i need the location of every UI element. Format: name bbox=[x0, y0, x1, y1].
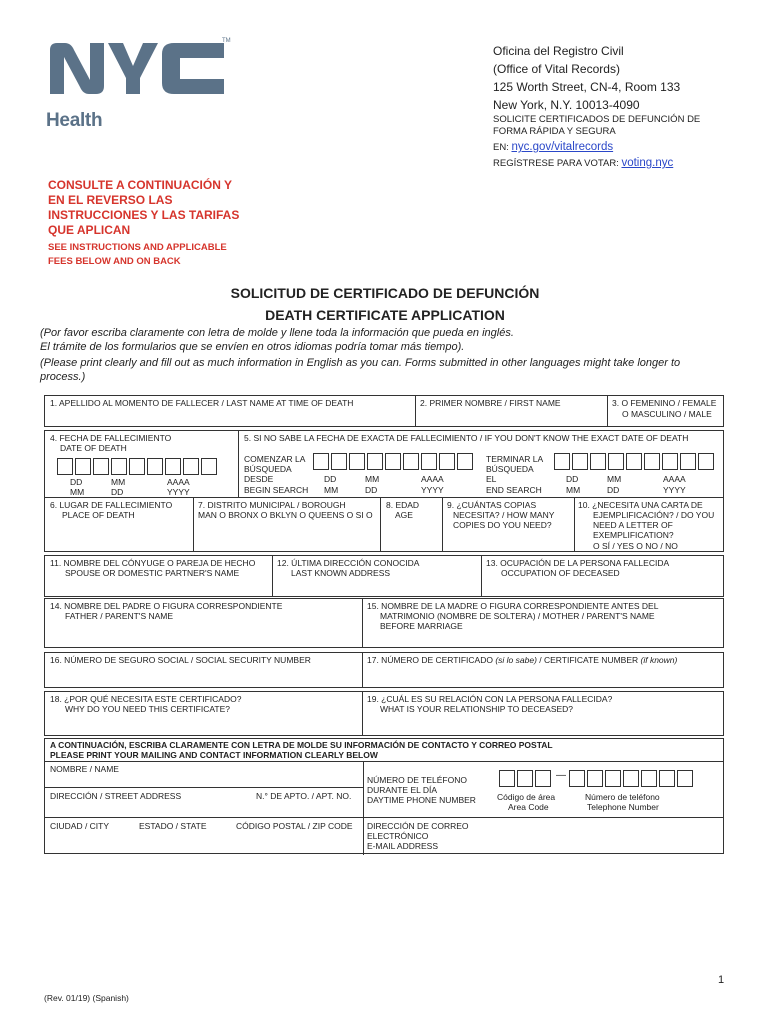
office-line: Oficina del Registro Civil bbox=[493, 44, 624, 58]
date-of-death-boxes[interactable] bbox=[57, 458, 219, 475]
logo-subtitle: Health bbox=[46, 110, 103, 131]
field-borough[interactable] bbox=[193, 497, 381, 552]
field-label: DESDE bbox=[244, 474, 274, 484]
dd-label: DD bbox=[70, 477, 83, 487]
field-label: 15. NOMBRE DE LA MADRE O FIGURA CORRESPONDIENTE ANTES DEL bbox=[367, 601, 659, 611]
field-label: WHAT IS YOUR RELATIONSHIP TO DECEASED? bbox=[380, 704, 574, 714]
area-code-label: Código de área bbox=[497, 792, 556, 802]
intro-line: process.) bbox=[40, 370, 86, 383]
page-title-en: DEATH CERTIFICATE APPLICATION bbox=[265, 307, 505, 323]
page-number: 1 bbox=[718, 974, 725, 986]
field-certificate-number[interactable] bbox=[362, 652, 724, 688]
mm-label: MM bbox=[70, 487, 85, 497]
sex-male-option[interactable]: O MASCULINO / MALE bbox=[622, 409, 712, 419]
field-date-of-death[interactable] bbox=[44, 430, 239, 498]
street-address-input[interactable] bbox=[50, 802, 360, 816]
field-label: NECESITA? / HOW MANY bbox=[453, 510, 555, 520]
field-occupation[interactable] bbox=[481, 555, 724, 597]
telephone-boxes[interactable] bbox=[569, 770, 695, 787]
aaaa-label: AAAA bbox=[167, 477, 190, 487]
mm-label: MM bbox=[566, 485, 581, 495]
field-label: OCCUPATION OF DECEASED bbox=[501, 568, 620, 578]
page-title-es: SOLICITUD DE CERTIFICADO DE DEFUNCIÓN bbox=[230, 285, 540, 301]
apt-label: N.° DE APTO. / APT. NO. bbox=[256, 791, 352, 801]
field-label: 6. LUGAR DE FALLECIMIENTO bbox=[50, 500, 173, 510]
field-last-address[interactable] bbox=[272, 555, 482, 597]
email-input[interactable] bbox=[480, 822, 720, 850]
contact-heading: PLEASE PRINT YOUR MAILING AND CONTACT INFORMATION CLEARLY BELOW bbox=[50, 750, 378, 760]
field-label: 13. OCUPACIÓN DE LA PERSONA FALLECIDA bbox=[486, 558, 670, 568]
field-label: 11. NOMBRE DEL CÓNYUGE O PAREJA DE HECHO bbox=[50, 558, 256, 568]
field-label: END SEARCH bbox=[486, 485, 542, 495]
field-label: 14. NOMBRE DEL PADRE O FIGURA CORRESPONDIENTE bbox=[50, 601, 283, 611]
mm-label: MM bbox=[111, 477, 126, 487]
field-first-name[interactable] bbox=[415, 395, 608, 427]
field-label: NEED A LETTER OF bbox=[593, 520, 673, 530]
field-label: EJEMPLIFICACIÓN? / DO YOU bbox=[593, 510, 715, 520]
office-line: SOLICITE CERTIFICADOS DE DEFUNCIÓN DE bbox=[493, 114, 701, 125]
field-last-name[interactable] bbox=[44, 395, 416, 427]
field-label: BEFORE MARRIAGE bbox=[380, 621, 463, 631]
notice-line: QUE APLICAN bbox=[48, 223, 131, 237]
trademark: TM bbox=[222, 38, 231, 44]
intro-text bbox=[40, 327, 720, 384]
field-label: MATRIMONIO (NOMBRE DE SOLTERA) / MOTHER / PARENT'S NAME bbox=[380, 611, 655, 621]
field-label: 9. ¿CUÁNTAS COPIAS bbox=[447, 500, 537, 510]
field-label: BÚSQUEDA bbox=[486, 464, 534, 474]
yyyy-label: YYYY bbox=[421, 485, 444, 495]
field-label: EL bbox=[486, 474, 497, 484]
email-label: ELECTRÓNICO bbox=[367, 831, 429, 841]
phone-separator: — bbox=[556, 770, 566, 781]
field-label: 5. SI NO SABE LA FECHA DE EXACTA DE FALLECIMIENTO / IF YOU DON'T KNOW THE EXACT DATE OF DEATH bbox=[244, 433, 689, 443]
name-field-label: NOMBRE / NAME bbox=[50, 764, 119, 774]
city-state-zip-input[interactable] bbox=[50, 833, 360, 851]
field-reason[interactable] bbox=[44, 691, 363, 736]
telephone-label: Telephone Number bbox=[587, 802, 659, 812]
notice-line: FEES BELOW AND ON BACK bbox=[48, 256, 181, 267]
phone-label: DURANTE EL DÍA bbox=[367, 785, 438, 795]
sex-female-option[interactable]: 3. O FEMENINO / FEMALE bbox=[612, 398, 717, 408]
dd-label: DD bbox=[365, 485, 378, 495]
field-mother-name[interactable] bbox=[362, 598, 724, 648]
field-label: BÚSQUEDA bbox=[244, 464, 292, 474]
begin-search-boxes[interactable] bbox=[313, 453, 475, 470]
field-label: PLACE OF DEATH bbox=[62, 510, 135, 520]
field-label: WHY DO YOU NEED THIS CERTIFICATE? bbox=[65, 704, 230, 714]
notice-line: CONSULTE A CONTINUACIÓN Y bbox=[48, 178, 233, 192]
field-label: BEGIN SEARCH bbox=[244, 485, 309, 495]
field-label: FATHER / PARENT'S NAME bbox=[65, 611, 174, 621]
phone-label: DAYTIME PHONE NUMBER bbox=[367, 795, 476, 805]
divider bbox=[44, 787, 364, 788]
field-label: TERMINAR LA bbox=[486, 454, 544, 464]
intro-line: (Please print clearly and fill out as much information in English as you can. Forms submitted in other languages might take longer to bbox=[40, 357, 681, 369]
yyyy-label: YYYY bbox=[663, 485, 686, 495]
field-place-of-death[interactable] bbox=[44, 497, 194, 552]
field-relationship[interactable] bbox=[362, 691, 724, 736]
field-label: 17. NÚMERO DE CERTIFICADO bbox=[367, 655, 493, 665]
office-line: New York, N.Y. 10013-4090 bbox=[493, 98, 640, 112]
field-sex[interactable] bbox=[607, 395, 724, 427]
zip-label: CÓDIGO POSTAL / ZIP CODE bbox=[236, 821, 353, 831]
intro-line: (Por favor escriba claramente con letra de molde y llene toda la información que pueda en inglés. bbox=[40, 327, 514, 339]
voting-link[interactable]: voting.nyc bbox=[621, 157, 674, 169]
state-label: ESTADO / STATE bbox=[139, 821, 207, 831]
field-search-range[interactable] bbox=[238, 430, 724, 498]
field-father-name[interactable] bbox=[44, 598, 363, 648]
aaaa-label: AAAA bbox=[421, 474, 444, 484]
divider bbox=[363, 761, 364, 855]
field-exemplification[interactable] bbox=[574, 497, 724, 552]
notice-line: SEE INSTRUCTIONS AND APPLICABLE bbox=[48, 242, 227, 253]
email-label: DIRECCIÓN DE CORREO bbox=[367, 821, 469, 831]
field-label: LAST KNOWN ADDRESS bbox=[291, 568, 391, 578]
field-label: 8. EDAD bbox=[386, 500, 420, 510]
name-input[interactable] bbox=[50, 772, 360, 786]
field-label: 7. DISTRITO MUNICIPAL / BOROUGH bbox=[198, 500, 346, 510]
field-label: COMENZAR LA bbox=[244, 454, 306, 464]
field-copies[interactable] bbox=[442, 497, 575, 552]
exemplification-options[interactable]: O SÍ / YES O NO / NO bbox=[593, 541, 678, 551]
field-label: 16. NÚMERO DE SEGURO SOCIAL / SOCIAL SECURITY NUMBER bbox=[50, 655, 311, 665]
office-line: FORMA RÁPIDA Y SEGURA bbox=[493, 126, 616, 137]
field-label: 19. ¿CUÁL ES SU RELACIÓN CON LA PERSONA FALLECIDA? bbox=[367, 694, 613, 704]
mm-label: MM bbox=[324, 485, 339, 495]
field-label: AGE bbox=[395, 510, 413, 520]
office-line: 125 Worth Street, CN-4, Room 133 bbox=[493, 80, 681, 94]
field-label: SPOUSE OR DOMESTIC PARTNER'S NAME bbox=[65, 568, 240, 578]
field-label: 18. ¿POR QUÉ NECESITA ESTE CERTIFICADO? bbox=[50, 694, 242, 704]
street-address-label: DIRECCIÓN / STREET ADDRESS bbox=[50, 791, 182, 801]
field-label: / CERTIFICATE NUMBER bbox=[539, 655, 639, 665]
field-label: 2. PRIMER NOMBRE / FIRST NAME bbox=[420, 398, 561, 408]
field-label: EXEMPLIFICATION? bbox=[593, 530, 674, 540]
field-label: 10. ¿NECESITA UNA CARTA DE bbox=[578, 500, 703, 510]
office-info bbox=[493, 42, 700, 170]
field-label: 12. ÚLTIMA DIRECCIÓN CONOCIDA bbox=[277, 558, 420, 568]
area-code-boxes[interactable] bbox=[499, 770, 553, 787]
field-label: (si lo sabe) bbox=[495, 655, 537, 665]
vote-label: REGÍSTRESE PARA VOTAR: bbox=[493, 158, 619, 169]
end-search-boxes[interactable] bbox=[554, 453, 716, 470]
field-label: (if known) bbox=[640, 655, 678, 665]
field-spouse-name[interactable] bbox=[44, 555, 273, 597]
dd-label: DD bbox=[111, 487, 124, 497]
field-label: 4. FECHA DE FALLECIMIENTO bbox=[50, 433, 172, 443]
borough-options[interactable]: MAN O BRONX O BKLYN O QUEENS O SI O bbox=[198, 510, 373, 520]
instructions-notice bbox=[48, 178, 239, 269]
dd-label: DD bbox=[566, 474, 579, 484]
dd-label: DD bbox=[607, 485, 620, 495]
notice-line: INSTRUCCIONES Y LAS TARIFAS bbox=[48, 208, 240, 222]
notice-line: EN EL REVERSO LAS bbox=[48, 193, 173, 207]
vital-records-link[interactable]: nyc.gov/vitalrecords bbox=[511, 141, 614, 153]
nyc-logo-mark bbox=[44, 40, 244, 100]
field-label: DATE OF DEATH bbox=[60, 443, 127, 453]
yyyy-label: YYYY bbox=[167, 487, 190, 497]
aaaa-label: AAAA bbox=[663, 474, 686, 484]
office-line: (Office of Vital Records) bbox=[493, 62, 620, 76]
email-label: E-MAIL ADDRESS bbox=[367, 841, 439, 851]
divider bbox=[44, 761, 724, 762]
revision-note: (Rev. 01/19) (Spanish) bbox=[44, 993, 129, 1003]
telephone-label: Número de teléfono bbox=[585, 792, 660, 802]
area-code-label: Area Code bbox=[508, 802, 549, 812]
mm-label: MM bbox=[365, 474, 380, 484]
field-ssn[interactable] bbox=[44, 652, 363, 688]
phone-label: NÚMERO DE TELÉFONO bbox=[367, 775, 467, 785]
field-age[interactable] bbox=[380, 497, 443, 552]
city-label: CIUDAD / CITY bbox=[50, 821, 110, 831]
en-label: EN: bbox=[493, 142, 509, 153]
mm-label: MM bbox=[607, 474, 622, 484]
contact-heading: A CONTINUACIÓN, ESCRIBA CLARAMENTE CON LETRA DE MOLDE SU INFORMACIÓN DE CONTACTO Y CORREO POSTAL bbox=[50, 740, 553, 750]
field-label: 1. APELLIDO AL MOMENTO DE FALLECER / LAST NAME AT TIME OF DEATH bbox=[50, 398, 354, 408]
field-label: COPIES DO YOU NEED? bbox=[453, 520, 552, 530]
nyc-health-logo bbox=[44, 40, 244, 135]
dd-label: DD bbox=[324, 474, 337, 484]
divider bbox=[44, 817, 724, 818]
intro-line: El trámite de los formularios que se envíen en otros idiomas podría tomar más tiempo). bbox=[40, 340, 465, 353]
